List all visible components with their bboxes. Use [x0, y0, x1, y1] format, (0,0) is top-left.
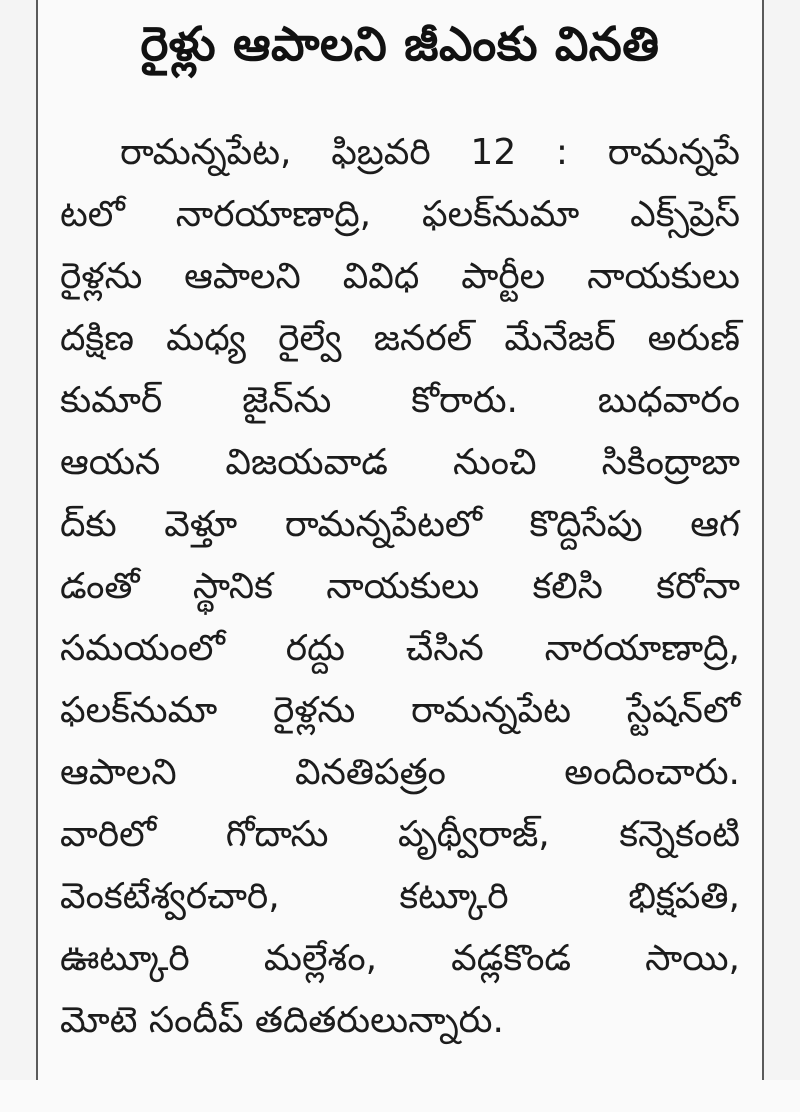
article-line: ఫలక్‌నుమా రైళ్లను రామన్నపేట స్టేషన్‌లో: [60, 690, 740, 731]
article-line: ఆపాలని వినతిపత్రం అందించారు.: [60, 752, 740, 793]
article-line: రామన్నపేట, ఫిబ్రవరి 12 : రామన్నపే: [120, 132, 740, 173]
article-line: ఆయన విజయవాడ నుంచి సికింద్రాబా: [60, 442, 740, 483]
right-margin: [764, 0, 800, 1080]
next-article-heading-cropped: [60, 1052, 740, 1112]
article-line: డంతో స్థానిక నాయకులు కలిసి కరోనా: [60, 566, 740, 607]
article-headline: రైళ్లు ఆపాలని జీఎంకు వినతి: [140, 17, 660, 72]
article-line: సమయంలో రద్దు చేసిన నారయాణాద్రి,: [60, 628, 740, 669]
article-line: దక్షిణ మధ్య రైల్వే జనరల్ మేనేజర్ అరుణ్: [60, 318, 740, 359]
article-line: రైళ్లను ఆపాలని వివిధ పార్టీల నాయకులు: [60, 256, 740, 297]
news-article: [60, 10, 740, 1052]
article-line: వెంకటేశ్వరచారి, కట్కూరి భిక్షపతి,: [60, 876, 740, 917]
article-line: టలో నారయాణాద్రి, ఫలక్‌నుమా ఎక్స్‌ప్రెస్: [60, 194, 740, 235]
article-line: ద్‌కు వెళ్తూ రామన్నపేటలో కొద్దిసేపు ఆగ: [60, 504, 740, 545]
left-margin: [0, 0, 36, 1080]
article-body: [60, 122, 740, 1052]
article-line: కుమార్ జైన్‌ను కోరారు. బుధవారం: [60, 380, 740, 421]
article-line: మోటె సందీప్ తదితరులున్నారు.: [60, 1000, 504, 1041]
article-line: ఊట్కూరి మల్లేశం, వడ్లకొండ సాయి,: [60, 938, 740, 979]
article-line: వారిలో గోదాసు పృథ్వీరాజ్, కన్నెకంటి: [60, 814, 740, 855]
column-rule-left: [36, 0, 38, 1080]
